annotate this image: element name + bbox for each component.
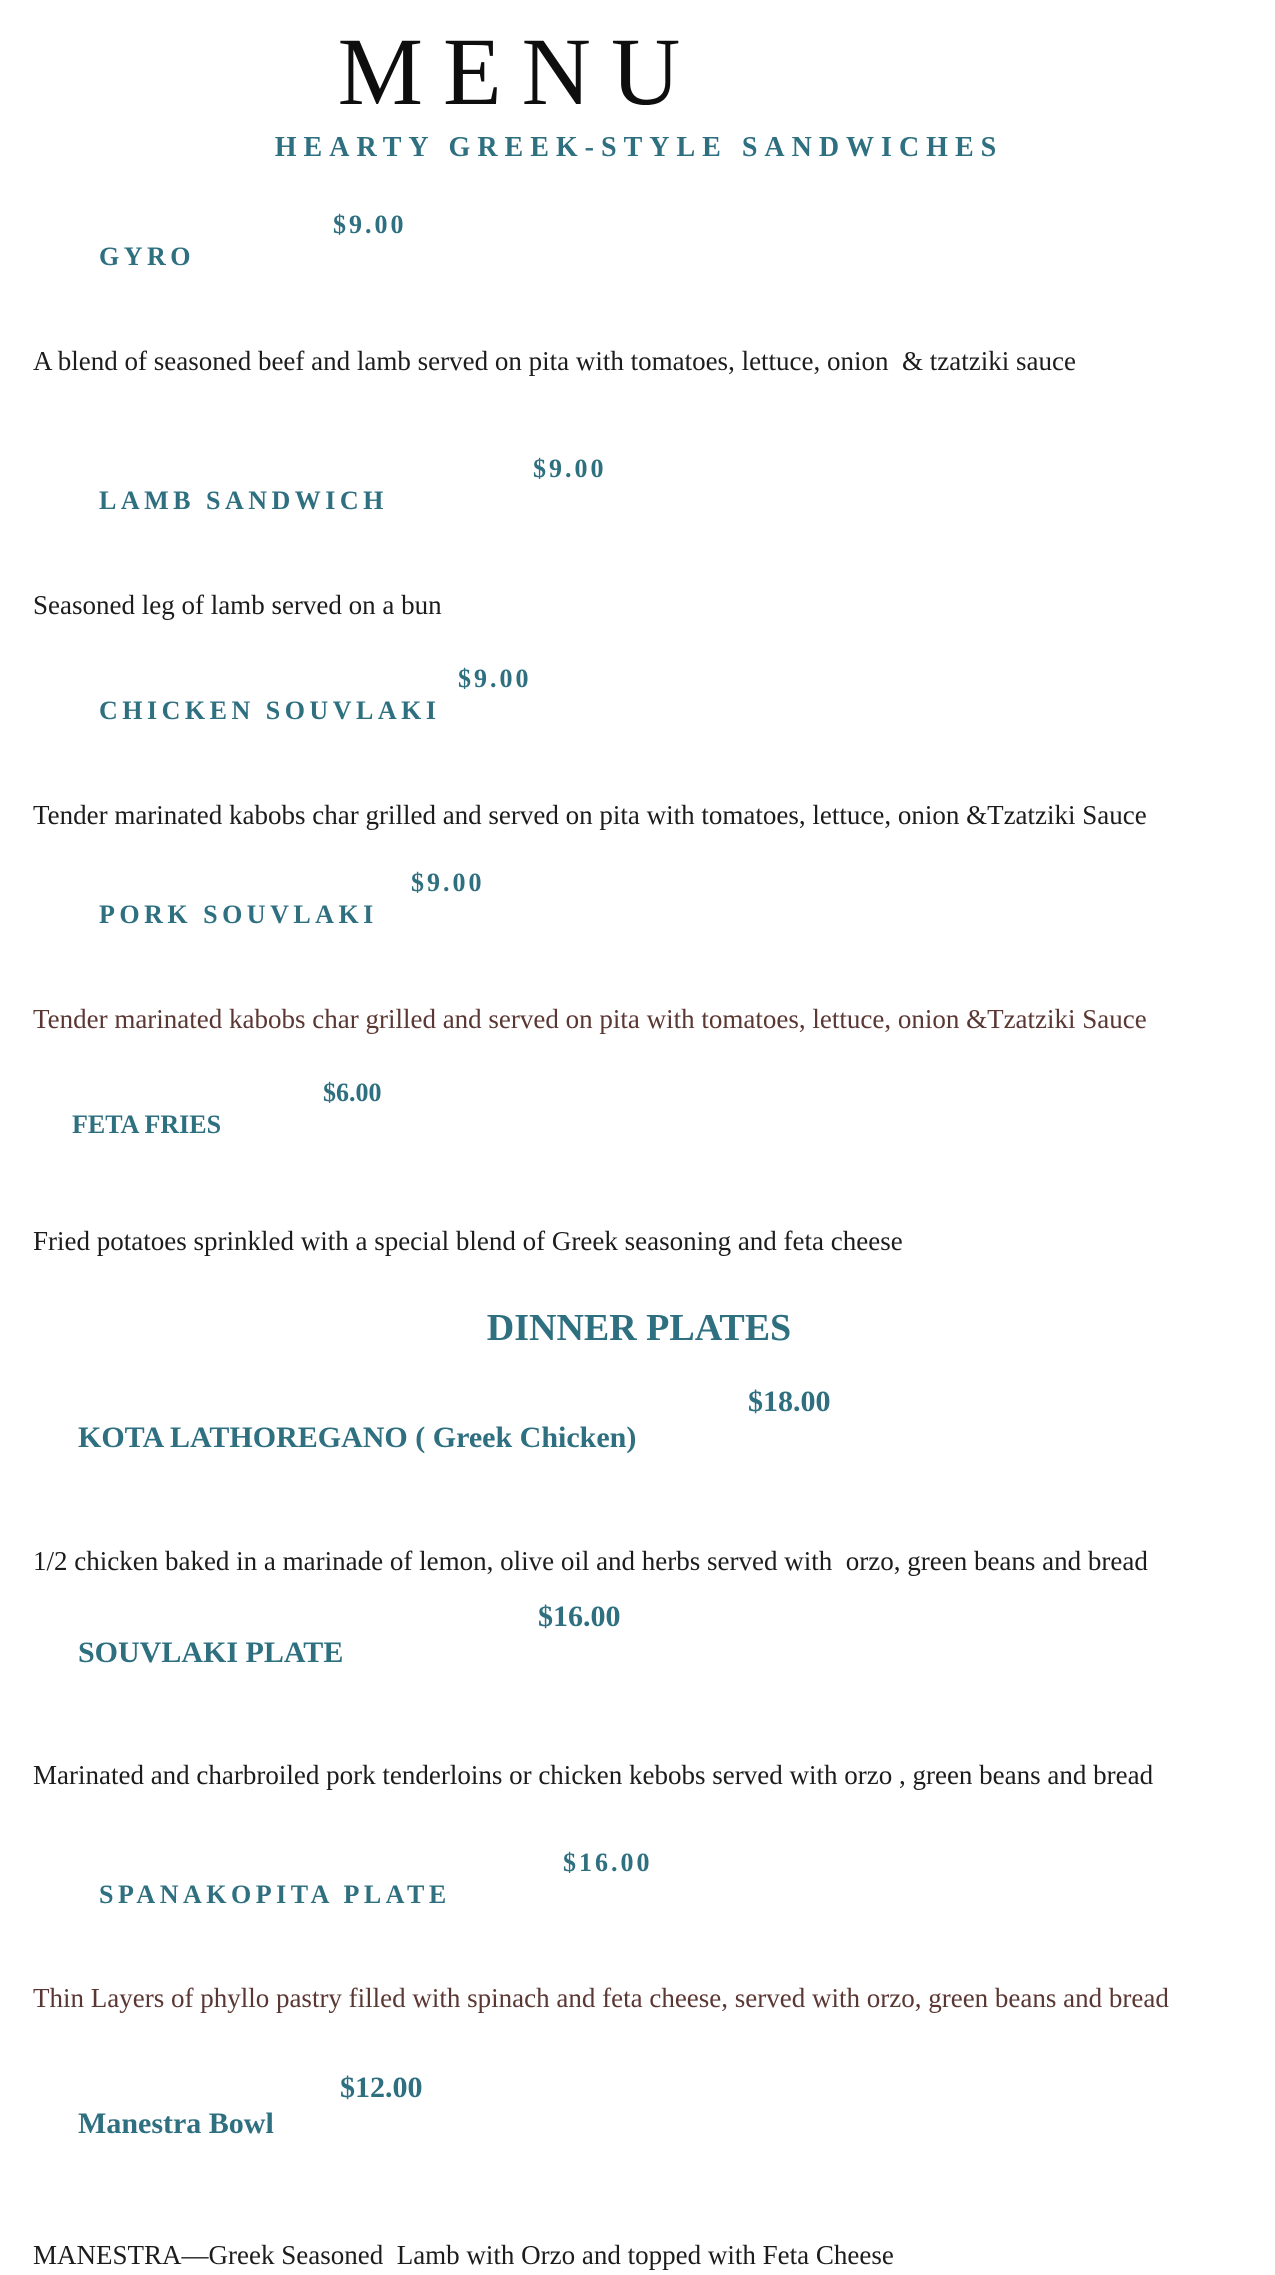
item-head [33, 867, 1245, 995]
section-heading-dinner-plates: DINNER PLATES [486, 1306, 792, 1349]
item-description: MANESTRA—Greek Seasoned Lamb with Orzo and topped with Feta Cheese [33, 2239, 894, 2270]
item-price: $18.00 [748, 1384, 831, 1418]
item-name: Manestra Bowl [78, 2106, 274, 2140]
item-name: SPANAKOPITA PLATE [99, 1879, 451, 1909]
item-name: SOUVLAKI PLATE [78, 1635, 344, 1669]
item-name: PORK SOUVLAKI [99, 899, 378, 929]
item-description: Tender marinated kabobs char grilled and served on pita with tomatoes, lettuce, onion &Tzatziki Sauce [33, 1003, 1147, 1034]
menu-item-souvlaki-plate [33, 1599, 1245, 1795]
item-price: $12.00 [340, 2070, 423, 2104]
item-name: CHICKEN SOUVLAKI [99, 695, 441, 725]
item-price: $16.00 [538, 1599, 621, 1633]
item-description: Thin Layers of phyllo pastry filled with spinach and feta cheese, served with orzo, green beans and bread [33, 1982, 1169, 2013]
menu-item-pork-souvlaki [33, 867, 1245, 1039]
item-head [33, 209, 1245, 337]
item-description: Fried potatoes sprinkled with a special blend of Greek seasoning and feta cheese [33, 1225, 903, 1256]
item-description: A blend of seasoned beef and lamb served on pita with tomatoes, lettuce, onion & tzatziki sauce [33, 345, 1076, 376]
menu-item-kota-lathoregano [33, 1384, 1245, 1581]
item-head [33, 1847, 1245, 1975]
item-price: $9.00 [333, 209, 407, 239]
item-name: FETA FRIES [72, 1109, 222, 1139]
item-price: $6.00 [323, 1077, 382, 1107]
section-heading-sandwiches: HEARTY GREEK-STYLE SANDWICHES [274, 131, 1004, 163]
item-name: GYRO [99, 241, 195, 271]
item-head [33, 663, 1245, 791]
item-name: LAMB SANDWICH [99, 485, 388, 515]
item-description: Tender marinated kabobs char grilled and served on pita with tomatoes, lettuce, onion &Tzatziki Sauce [33, 799, 1147, 830]
item-head [33, 1077, 1245, 1205]
menu-item-feta-fries [33, 1077, 1245, 1261]
item-head [33, 2070, 1245, 2214]
menu-item-chicken-souvlaki [33, 663, 1245, 835]
item-description: Seasoned leg of lamb served on a bun [33, 589, 442, 620]
item-price: $16.00 [563, 1847, 653, 1877]
menu-item-gyro [33, 209, 1245, 381]
item-price: $9.00 [411, 867, 485, 897]
item-description: 1/2 chicken baked in a marinade of lemon, olive oil and herbs served with orzo, green beans and bread [33, 1545, 1148, 1576]
menu-item-spanakopita-plate [33, 1847, 1245, 2018]
item-price: $9.00 [533, 453, 607, 483]
item-name: KOTA LATHOREGANO ( Greek Chicken) [78, 1420, 637, 1454]
item-head [33, 453, 1245, 581]
item-head [33, 1384, 1245, 1528]
page-title: MENU [337, 18, 701, 125]
item-head [33, 1599, 1245, 1743]
menu-item-manestra-bowl [33, 2070, 1245, 2275]
menu-item-lamb-sandwich [33, 453, 1245, 625]
item-description: Marinated and charbroiled pork tenderloins or chicken kebobs served with orzo , green beans and bread [33, 1759, 1154, 1790]
item-price: $9.00 [458, 663, 532, 693]
